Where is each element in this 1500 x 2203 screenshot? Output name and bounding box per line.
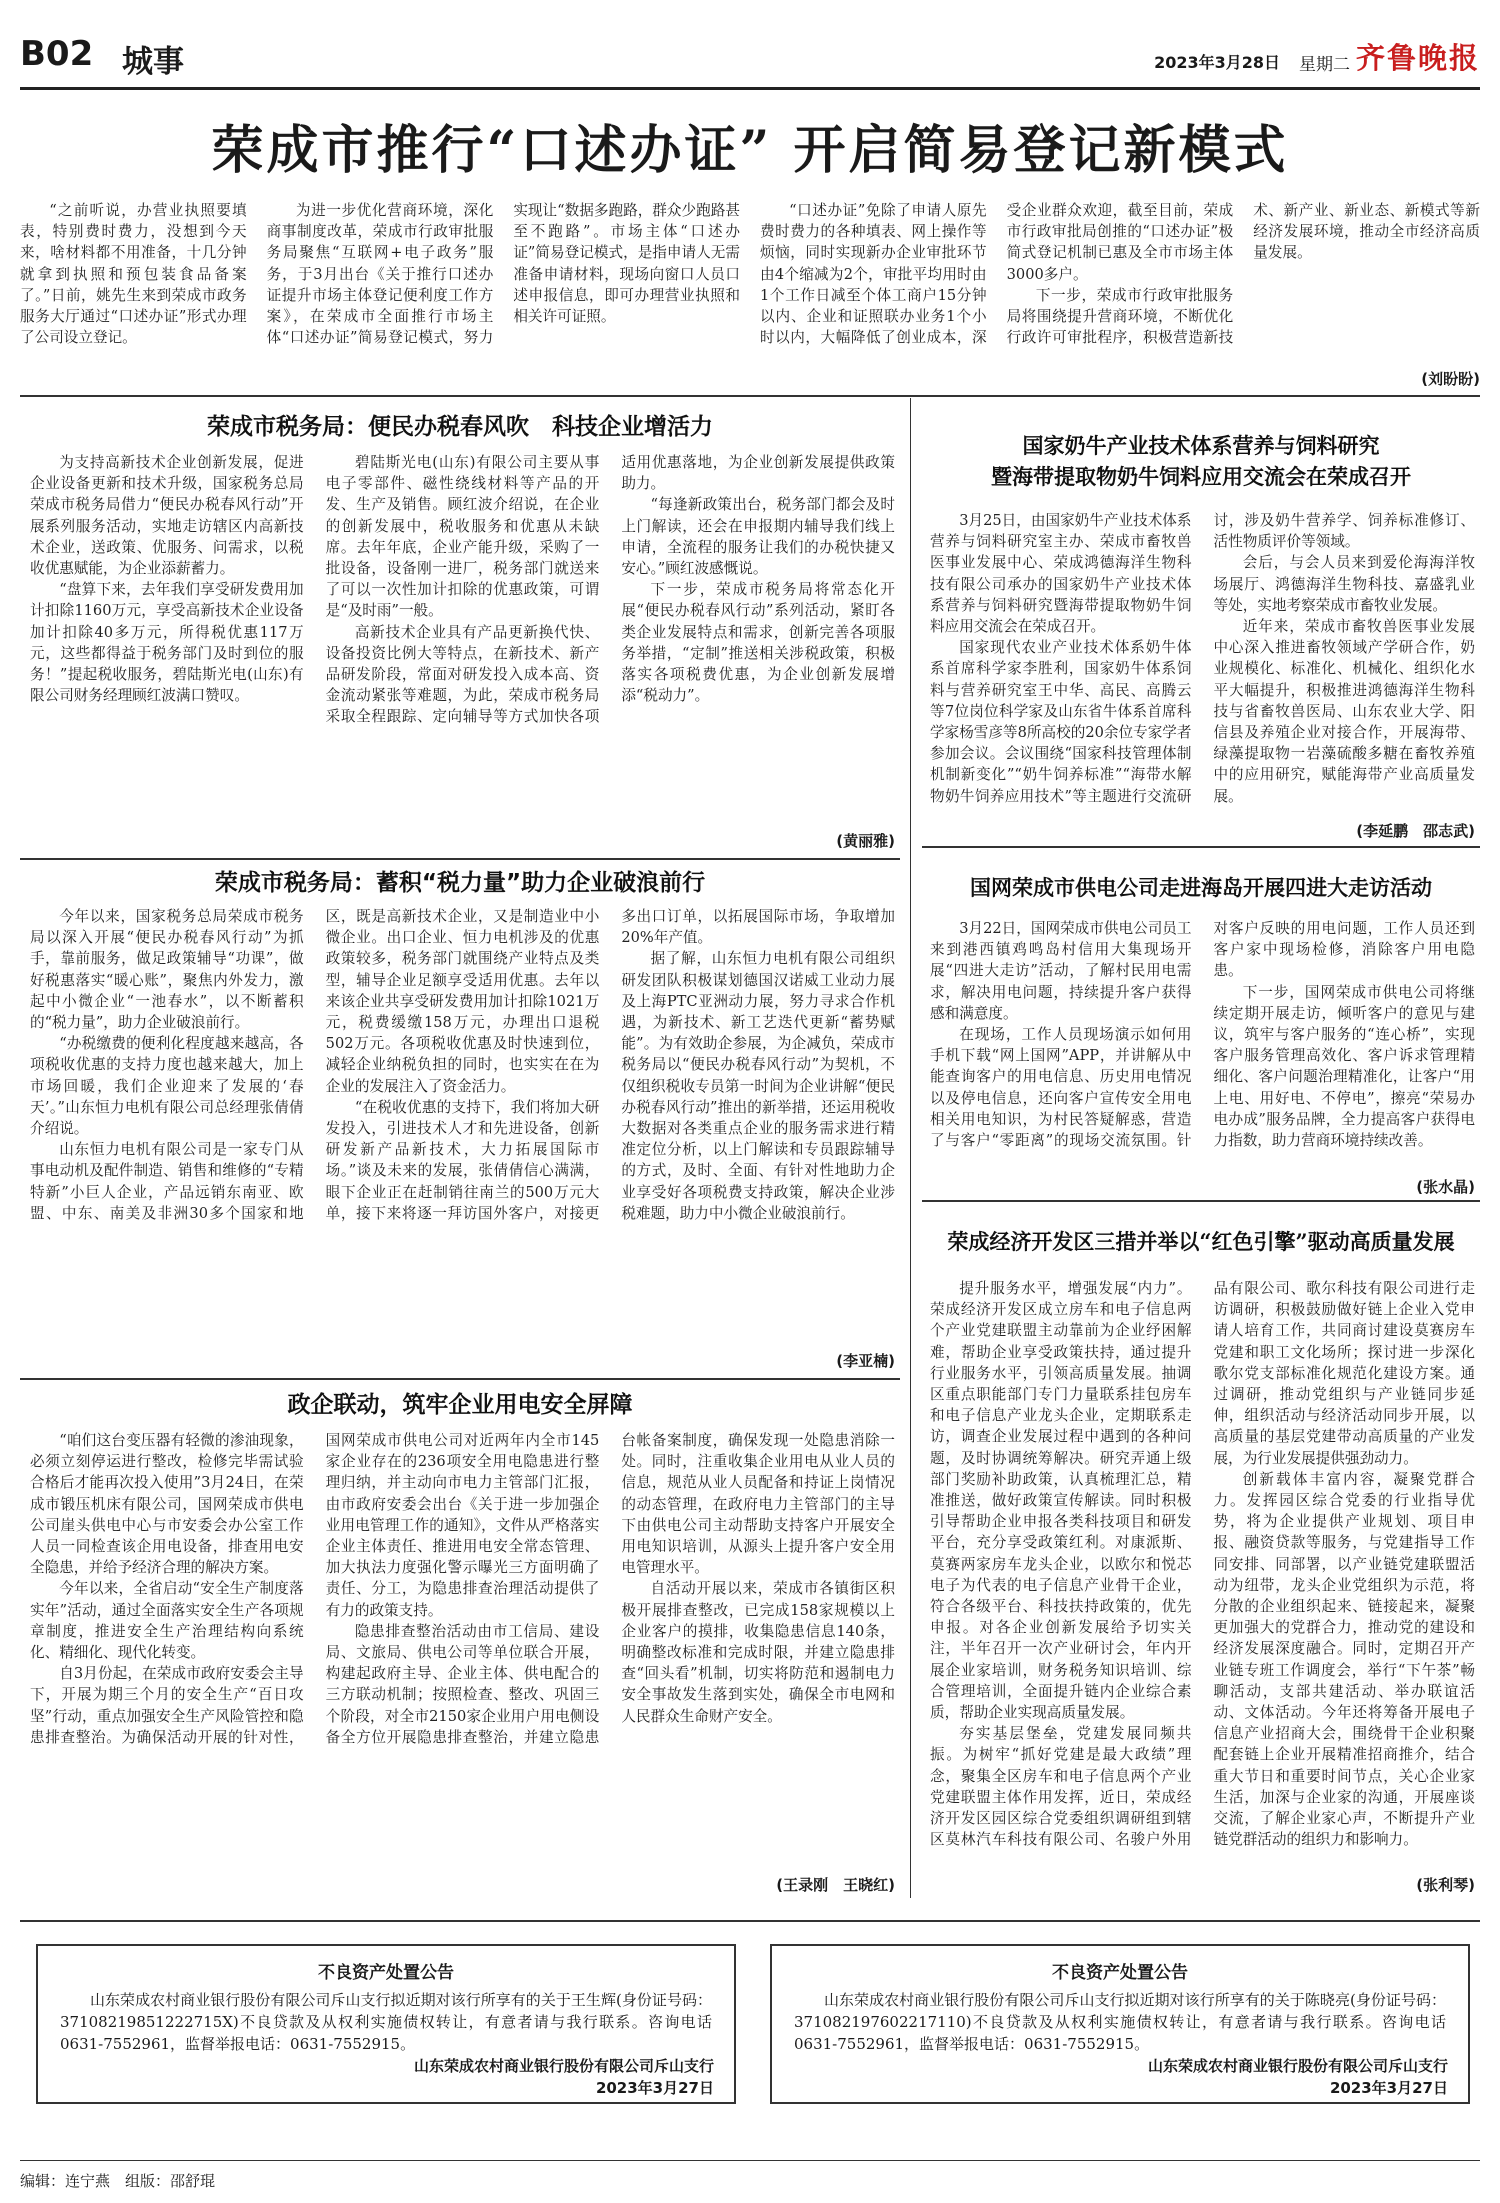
paragraph: 3月25日，由国家奶牛产业技术体系营养与饲料研究室主办、荣成市畜牧兽医事业发展中心、荣成鸿德海洋生物科技有限公司承办的国家奶牛产业技术体系营养与饲料研究暨海带提取物奶牛饲料应用交流会在荣成召开。 xyxy=(930,512,1192,636)
column-divider xyxy=(910,398,911,1898)
article-tax-bureau-1-title: 荣成市税务局：便民办税春风吹 科技企业增活力 xyxy=(207,414,713,440)
notice-left-body: 山东荣成农村商业银行股份有限公司斥山支行拟近期对该行所享有的关于王生辉(身份证号码：371082198512227​15X)不良贷款及从权利实施债权转让，有意者请与我行联系。咨询电话0631-7552961，监督举报电话：0631-7552915。 xyxy=(60,1991,712,2053)
paragraph: “之前听说，办营业执照要填表，特别费时费力，没想到今天来，啥材料都不用准备，十几分钟就拿到执照和预包装食品备案了。”日前，姚先生来到荣成市政务服务大厅通过“口述办证”形式办理了公司设立登记。 xyxy=(20,202,247,347)
notice-right xyxy=(770,1944,1470,2104)
paragraph: 为进一步优化营商环境，深化商事制度改革，荣成市行政审批服务局聚焦“互联网+电子政务”服务，于3月出台《关于推行口述办证提升市场主体登记便利度工作方案》，在荣成市全面推行市场主体“口述办证”简易登记模式，努力实现让“数据多跑路，群众少跑路甚至不跑路”。市场主体“口述办证”简易登记模式，是指申请人无需准备申请材料，现场向窗口人员口述申报信息，即可办理营业执照和相关许可证照。 xyxy=(266,202,740,347)
article-dairy-author: (李延鹏 邵志武) xyxy=(1356,822,1475,840)
divider-left-2 xyxy=(20,1378,900,1380)
paragraph: 高新技术企业具有产品更新换代快、设备投资比例大等特点，在新技术、新产品研发阶段，常面对研发投入成本高、资金流动紧张等难题，为此，荣成市税务局采取全程跟踪、定向辅导等方式加快各项适用优惠落地，为企业创新发展提供政策助力。 xyxy=(325,454,895,726)
paragraph: 为支持高新技术企业创新发展，促进企业设备更新和技术升级，国家税务总局荣成市税务局借力“便民办税春风行动”开展系列服务活动，实地走访辖区内高新技术企业，送政策、优服务、问需求，以税收优惠赋能，为企业添薪蓄力。 xyxy=(30,454,304,578)
article-power-safety-author: (王录刚 王晓红) xyxy=(776,1876,895,1894)
divider-footer xyxy=(20,2160,1480,2161)
paragraph: 下一步，国网荣成市供电公司将继续定期开展走访，倾听客户的意见与建议，筑牢与客户服务的“连心桥”，实现客户服务管理高效化、客户诉求管理精细化、客户问题治理精准化，让客户“用上电、用好电、不停电”，擦亮“荣易办 电办成”服务品牌，全力提高客户获得电力指数，助力营商环境持续改善。 xyxy=(1213,983,1490,1150)
issue-date: 2023年3月28日 xyxy=(1154,53,1280,72)
paragraph: 近年来，荣成市畜牧兽医事业发展中心深入推进畜牧领域产学研合作，奶业规模化、标准化、机械化、组织化水平大幅提升，积极推进鸿德海洋生物科技与省畜牧兽医局、山东农业大学、阳信县及养殖企业对接合作，开展海带、绿藻提取物一岩藻硫酸多糖在畜牧养殖中的应用研究，赋能海带产业高质量发展。 xyxy=(1213,618,1475,805)
article-tax-bureau-1-author: (黄丽雅) xyxy=(836,832,895,850)
issue-weekday: 星期二 xyxy=(1299,55,1350,75)
page-header xyxy=(20,30,1480,90)
newspaper-logo: 齐鲁晚报 xyxy=(1355,41,1480,75)
notice-right-date: 2023年3月27日 xyxy=(1329,2079,1448,2097)
paragraph: 在现场，工作人员现场演示如何用手机下载“网上国网”APP，并讲解从中能查询客户的用电信息、历史用电情况以及停电信息，还向客户宣传安全用电相关用电知识，为村民答疑解惑，营造了与客户“零距离”的现场交流氛围。针对客户反映的用电问题，工作人员还到客户家中现场检修，消除客户用电隐患。 xyxy=(930,920,1475,1150)
article-tax-bureau-2-body xyxy=(30,906,895,1373)
notice-left-title: 不良资产处置公告 xyxy=(318,1963,454,1983)
paragraph: 自活动开展以来，荣成市各镇街区积极开展排查整改，已完成158家规模以上企业客户的摸排，收集隐患信息140条，明确整改标准和完成时限，并建立隐患排查“回头看”机制，切实将防范和遏制电力安全事故发生落到实处，确保全市电网和人民群众生命财产安全。 xyxy=(621,1580,895,1725)
divider-left-1 xyxy=(20,858,900,860)
notice-right-title: 不良资产处置公告 xyxy=(1052,1963,1188,1983)
paragraph: 据了解，山东恒力电机有限公司组织研发团队积极谋划德国汉诺威工业动力展及上海PTC亚洲动力展，努力寻求合作机遇，为新技术、新工艺迭代更新“蓄势赋能”。为有效助企参展，为企减负，荣成市税务局以“便民办税春风行动”为契机，不仅组织税收专员第一时间为企业讲解“便民办税春风行动”推出的新举措，还运用税收大数据对各类重点企业的服务需求进行精准定位分析，以上门解读和专员跟踪辅导的方式，及时、全面、有针对性地助力企业享受好各项税费支持政策，解决企业涉税难题，助力中小微企业破浪前行。 xyxy=(621,950,895,1222)
paragraph: 创新载体丰富内容，凝聚党群合力。发挥园区综合党委的行业指导优势，将为企业提供产业规划、项目申报、融资贷款等服务，与党建指导工作同安排、同部署，以产业链党建联盟活动为纽带，龙头企业党组织为示范，将分散的企业组织起来、链接起来，凝聚更加强大的党群合力，推动党的建设和经济发展深度融合。同时，定期召开产业链专班工作调度会，举行“下午茶”畅聊活动，支部共建活动、举办联谊活动、文体活动。今年还将筹备开展电子信息产业招商大会，围绕骨干企业积聚配套链上企业开展精准招商推介，结合重大节日和重要时间节点，关心企业家生活，加深与企业家的沟通，开展座谈交流，了解企业家心声，不断提升产业链党群活动的组织力和影响力。 xyxy=(1213,1470,1475,1849)
paragraph: 隐患排查整治活动由市工信局、建设局、文旅局、供电公司等单位联合开展，构建起政府主导、企业主体、供电配合的三方联动机制；按照检查、整改、巩固三个阶段，对全市2150家企业用户用电侧设备全方位开展隐患排查整治，并建立隐患台帐备案制度，确保发现一处隐患消除一处。同时，注重收集企业用电从业人员的信息，规范从业人员配备和持证上岗情况的动态管理，在政府电力主管部门的主导下由供电公司主动帮助支持客户开展安全用电知识培训，从源头上提升客户安全用电管理水平。 xyxy=(325,1432,895,1746)
article-island-visit-author: (张水晶) xyxy=(1416,1178,1475,1196)
paragraph: “咱们这台变压器有轻微的渗油现象，必须立刻停运进行整改，检修完毕需试验合格后才能再次投入使用”3月24日，在荣成市锻压机床有限公司，国网荣成市供电公司崖头供电中心与市安委会办公室工作人员一同检查该企用电设备，排查用电安全隐患，并给予经济合理的解决方案。 xyxy=(30,1432,304,1577)
paragraph: 碧陆斯光电(山东)有限公司主要从事电子零部件、磁性绕线材料等产品的开发、生产及销售。顾红波介绍说，在企业的创新发展中，税收服务和优惠从未缺席。去年年底，企业产能升级，采购了一批设备，设备刚一进厂，税务部门就送来了可以一次性加计扣除的优惠政策，可谓是“及时雨”一般。 xyxy=(325,454,600,620)
paragraph: 下一步，荣成市行政审批服务局将围绕提升营商环境，不断优化行政许可审批程序，积极营造新技术、新产业、新业态、新模式等新经济发展环境，推动全市经济高质量发展。 xyxy=(1006,202,1480,347)
notice-left xyxy=(36,1944,736,2104)
divider-notices xyxy=(20,1920,1480,1922)
section-name: 城事 xyxy=(122,44,184,80)
paragraph: “办税缴费的便利化程度越来越高，各项税收优惠的支持力度也越来越大，加上市场回暖，我们企业迎来了发展的‘春天’。”山东恒力电机有限公司总经理张倩倩介绍说。 xyxy=(30,1035,304,1138)
article-dairy-title: 国家奶牛产业技术体系营养与饲料研究 暨海带提取物奶牛饲料应用交流会在荣成召开 xyxy=(991,433,1411,489)
paragraph: 自3月份起，在荣成市政府安委会主导下，开展为期三个月的安全生产“百日攻坚”行动，重点加强安全生产风险管控和隐患排查整治。为确保活动开展的针对性，国网荣成市供电公司对近两年内全市145家企业存在的236项安全用电隐患进行整理归纳，并主动向市电力主管部门汇报，由市政府安委会出台《关于进一步加强企业用电管理工作的通知》，文件从严格落实企业主体责任、推进用电安全常态管理、加大执法力度强化警示曝光三方面明确了责任、分工，为隐患排查治理活动提供了有力的政策支持。 xyxy=(30,1432,600,1746)
article-dev-zone-body xyxy=(930,1278,1475,1894)
page-number: B02 xyxy=(20,34,94,74)
paragraph: 提升服务水平，增强发展“内力”。荣成经济开发区成立房车和电子信息两个产业党建联盟主动靠前为企业纾困解难，帮助企业享受政策扶持，通过提升行业服务水平，引领高质量发展。抽调区重点职能部门专门力量联系挂包房车和电子信息产业龙头企业，定期联系走访，调查企业发展过程中遇到的各种问题，及时协调统筹解决。研究弄通上级部门奖励补助政策，认真梳理汇总，精准推送，做好政策宣传解读。同时积极引导帮助企业申报各类科技项目和研发平台，充分享受政策红利。对康派斯、莫赛两家房车龙头企业，以欧尔和悦芯电子为代表的电子信息产业骨干企业，符合各级平台、科技扶持政策的，优先申报。对各企业创新发展给予切实关注，半年召开一次产业研讨会，年内开展企业家培训，财务税务知识培训、综合管理培训，全面提升链内企业综合素质，帮助企业实现高质量发展。 xyxy=(930,1280,1192,1722)
paragraph: 夯实基层堡垒，党建发展同频共振。为树牢“抓好党建是最大政绩”理念，聚集全区房车和电子信息两个产业党建联盟主体作用发挥，近日，荣成经济开发区园区综合党委组织调研组到辖区莫林汽车科技有限公司、名骏户外用品有限公司、歌尔科技有限公司进行走访调研，积极鼓励做好链上企业入党申请人培育工作，共同商讨建设莫赛房车党建和职工文化场所；探讨进一步深化歌尔党支部标准化规范化建设方案。通过调研，推动党组织与产业链同步延伸，组织活动与经济活动同步开展，以高质量的基层党建带动高质量的产业发展，为行业发展提供强劲动力。 xyxy=(930,1280,1475,1849)
article-tax-bureau-2-author: (李亚楠) xyxy=(836,1352,895,1370)
article-tax-bureau-1-body xyxy=(30,452,895,854)
article-tax-bureau-2-title: 荣成市税务局：蓄积“税力量”助力企业破浪前行 xyxy=(214,870,706,896)
paragraph: “每逢新政策出台，税务部门都会及时上门解读，还会在申报期内辅导我们线上申请，全流程的服务让我们的办税快捷又安心。”顾红波感慨说。 xyxy=(621,496,895,578)
article-dairy-body xyxy=(930,510,1475,842)
notice-right-signer: 山东荣成农村商业银行股份有限公司斥山支行 xyxy=(1147,2057,1448,2075)
notice-left-signer: 山东荣成农村商业银行股份有限公司斥山支行 xyxy=(413,2057,714,2075)
article-island-visit-title: 国网荣成市供电公司走进海岛开展四进大走访活动 xyxy=(970,875,1432,900)
notice-right-body: 山东荣成农村商业银行股份有限公司斥山支行拟近期对该行所享有的关于陈晓亮(身份证号码：371082197602217110)不良贷款及从权利实施债权转让，有意者请与我行联系。咨询电话0631-7552961，监督举报电话：0631-7552915。 xyxy=(794,1991,1446,2053)
paragraph: “盘算下来，去年我们享受研发费用加计扣除1160万元，享受高新技术企业设备加计扣除40多万元，所得税优惠117万元，这些都得益于税务部门及时到位的服务！”提起税收服务，碧陆斯光电(山东)有限公司财务经理顾红波满口赞叹。 xyxy=(30,581,304,705)
main-headline: 荣成市推行“口述办证” 开启简易登记新模式 xyxy=(211,120,1289,181)
paragraph: 国家现代农业产业技术体系奶牛体系首席科学家李胜利，国家奶牛体系饲料与营养研究室王中华、高民、高腾云等7位岗位科学家及山东省牛体系首席科学家杨雪彦等8所高校的20余位专家学者参加会议。会议围绕“国家科技管理体制机制新变化”“奶牛饲养标准”“海带水解物奶牛饲养应用技术”等主题进行交流研讨，涉及奶牛营养学、饲养标准修订、活性物质评价等领域。 xyxy=(930,512,1475,805)
paragraph: 下一步，荣成市税务局将常态化开展“便民办税春风行动”系列活动，紧盯各类企业发展特点和需求，创新完善各项服务举措，“定制”推送相关涉税政策，积极落实各项税费优惠，为企业创新发展增添“税动力”。 xyxy=(621,581,895,705)
main-article-body xyxy=(20,200,1480,378)
article-power-safety-title: 政企联动，筑牢企业用电安全屏障 xyxy=(287,1392,633,1418)
paragraph: “口述办证”免除了申请人原先费时费力的各种填表、网上操作等烦恼，同时实现新办企业审批环节由4个缩减为2个，审批平均用时由1个工作日减至个体工商户15分钟以内、企业和证照联办业务1个小时以内，大幅降低了创业成本，深受企业群众欢迎，截至目前，荣成市行政审批局创推的“口述办证”极简式登记机制已惠及全市市场主体3000多户。 xyxy=(759,202,1234,347)
divider-main xyxy=(20,395,1480,397)
paragraph: 山东恒力电机有限公司是一家专门从事电动机及配件制造、销售和维修的“专精特新”小巨人企业，产品远销东南亚、欧盟、中东、南美及非洲30多个国家和地区，既是高新技术企业，又是制造业中小微企业。出口企业、恒力电机涉及的优惠政策较多，税务部门就围绕产业特点及类型，辅导企业足额享受适用优惠。去年以来该企业共享受研发费用加计扣除1021万元，税费缓缴158万元，办理出口退税502万元。各项税收优惠及时快速到位，减轻企业纳税负担的同时，也实实在在为企业的发展注入了资金活力。 xyxy=(30,908,600,1222)
paragraph: “在税收优惠的支持下，我们将加大研发投入，引进技术人才和先进设备，创新研发新产品新技术，大力拓展国际市场。”谈及未来的发展，张倩倩信心满满，眼下企业正在赶制销往南兰的500万元大单，接下来将逐一拜访国外客户，对接更多出口订单，以拓展国际市场，争取增加20%年产值。 xyxy=(325,908,895,1222)
article-island-visit-body xyxy=(930,918,1490,1176)
article-dev-zone-author: (张利琴) xyxy=(1416,1876,1475,1894)
article-dev-zone-title: 荣成经济开发区三措并举以“红色引擎”驱动高质量发展 xyxy=(947,1229,1455,1254)
paragraph: 今年以来，全省启动“安全生产制度落实年”活动，通过全面落实安全生产各项规章制度，推进安全生产治理结构向系统化、精细化、现代化转变。 xyxy=(30,1580,304,1662)
main-article-author: (刘盼盼) xyxy=(1421,370,1480,388)
divider-right-1 xyxy=(922,846,1480,848)
paragraph: 会后，与会人员来到爱伦海海洋牧场展厅、鸿德海洋生物科技、嘉盛乳业等处，实地考察荣成市畜牧业发展。 xyxy=(1213,554,1475,614)
paragraph: 今年以来，国家税务总局荣成市税务局以深入开展“便民办税春风行动”为抓手，靠前服务，做足政策辅导“功课”，做好税惠落实“暖心账”，聚焦内外发力，激起中小微企业“一池春水”，以不断蓄积的“税力量”，助力企业破浪前行。 xyxy=(30,908,304,1032)
article-power-safety-body xyxy=(30,1430,895,1896)
editor-credits: 编辑：连宁燕 组版：邵舒琨 xyxy=(20,2172,216,2190)
notice-left-date: 2023年3月27日 xyxy=(595,2079,714,2097)
divider-right-2 xyxy=(922,1200,1480,1202)
paragraph: 3月22日，国网荣成市供电公司员工来到港西镇鸡鸣岛村信用大集现场开展“四进大走访”活动，了解村民用电需求，解决用电问题，持续提升客户获得感和满意度。 xyxy=(930,920,1192,1022)
